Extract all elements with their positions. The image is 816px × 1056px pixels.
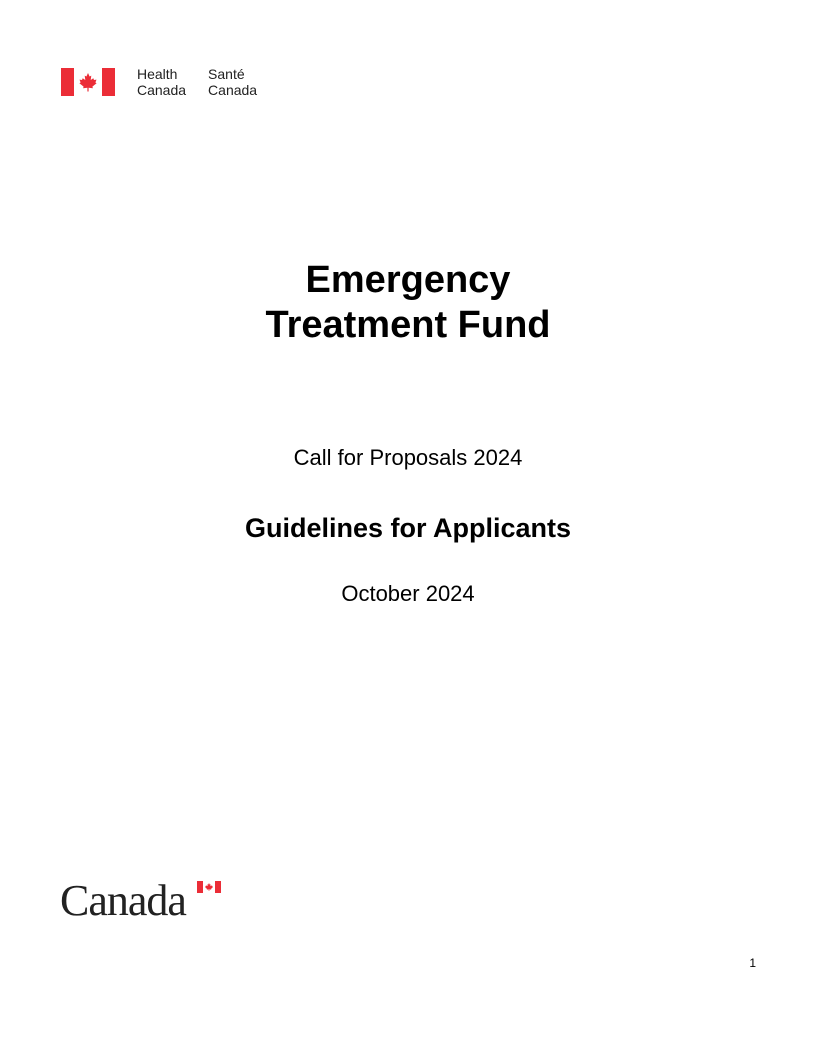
document-subtitle: Guidelines for Applicants: [244, 513, 572, 543]
canada-flag-icon: [61, 68, 115, 96]
call-for-proposals: Call for Proposals 2024: [293, 445, 523, 470]
department-name-english-line2: Canada: [137, 82, 187, 98]
publication-date: October 2024: [341, 581, 475, 606]
document-title-line1: Emergency: [305, 259, 511, 301]
department-name-french: [208, 66, 257, 98]
department-signature: [61, 66, 257, 98]
document-title: [0, 258, 816, 348]
department-name-french-line2: Canada: [208, 82, 258, 98]
document-title-line2: Treatment Fund: [265, 304, 551, 346]
department-names: [137, 66, 257, 98]
page-number: 1: [749, 956, 756, 970]
department-name-english: [137, 66, 186, 98]
canada-wordmark: [60, 878, 225, 923]
department-name-english-line1: Health: [137, 66, 178, 82]
canada-flag-icon: [197, 881, 221, 893]
department-name-french-line1: Santé: [208, 66, 245, 82]
canada-wordmark-text: Canada: [60, 876, 186, 925]
